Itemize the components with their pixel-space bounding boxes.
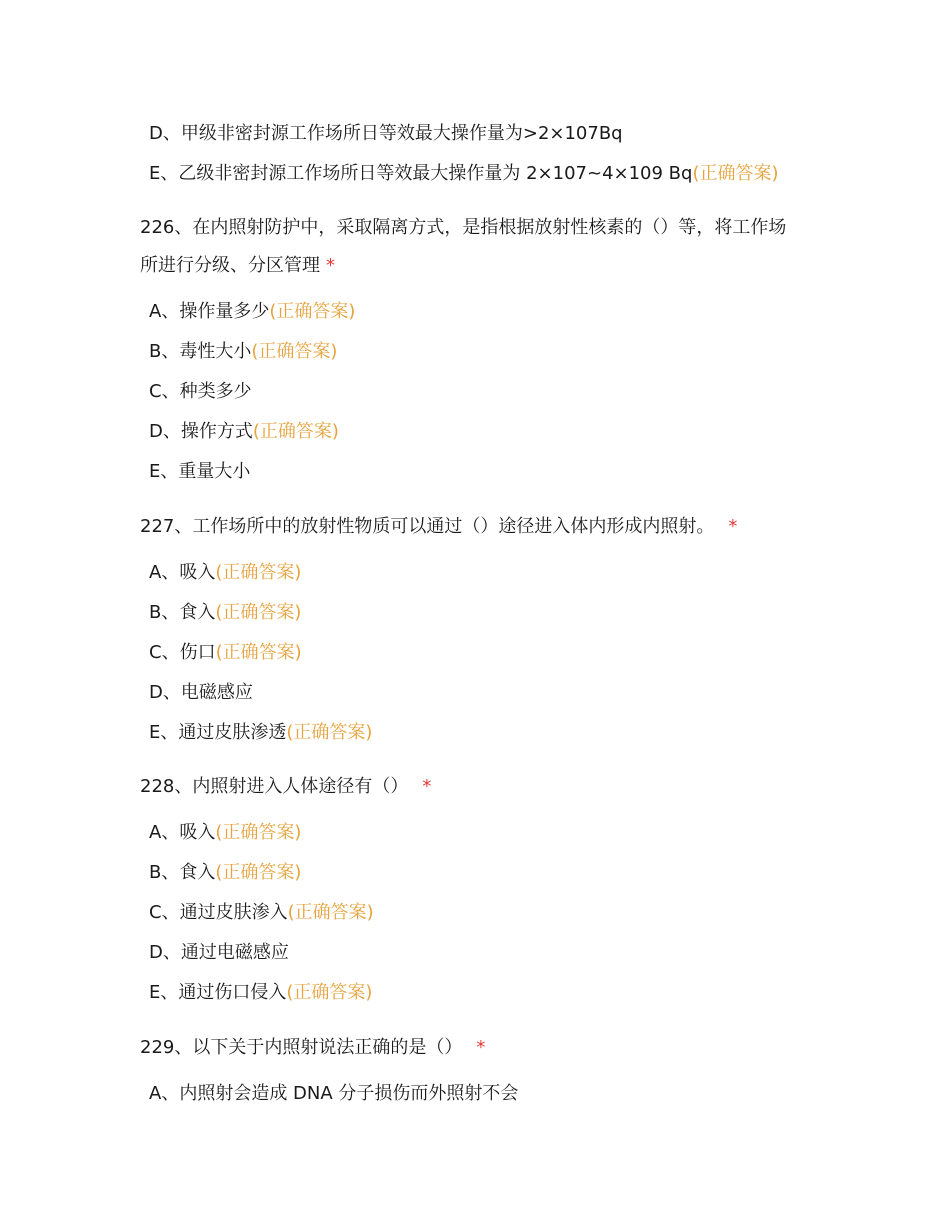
option-label: A、吸入 — [149, 562, 216, 583]
correct-answer-mark: (正确答案) — [215, 642, 302, 663]
option-item — [149, 860, 301, 886]
option-label: D、操作方式 — [149, 421, 253, 442]
option-item — [149, 379, 252, 405]
option-item — [149, 161, 779, 187]
option-item — [149, 680, 253, 706]
option-label: D、通过电磁感应 — [149, 942, 289, 963]
option-label: C、通过皮肤渗入 — [149, 902, 288, 923]
question-title-line: 226、在内照射防护中，采取隔离方式，是指根据放射性核素的（）等，将工作场 — [140, 217, 787, 238]
option-item — [149, 1081, 518, 1107]
required-mark: * — [476, 1037, 486, 1058]
option-item — [149, 940, 289, 966]
correct-answer-mark: (正确答案) — [286, 982, 373, 1003]
option-label: B、毒性大小 — [149, 341, 252, 362]
correct-answer-mark: (正确答案) — [215, 602, 302, 623]
option-label: C、伤口 — [149, 642, 216, 663]
option-label: A、吸入 — [149, 822, 216, 843]
option-item — [149, 339, 337, 365]
correct-answer-mark: (正确答案) — [215, 562, 302, 583]
correct-answer-mark: (正确答案) — [287, 902, 374, 923]
correct-answer-mark: (正确答案) — [251, 341, 338, 362]
option-label: A、内照射会造成 DNA 分子损伤而外照射不会 — [149, 1083, 519, 1104]
option-item — [149, 600, 301, 626]
option-label: E、重量大小 — [149, 461, 251, 482]
option-item — [149, 720, 372, 746]
option-item — [149, 980, 372, 1006]
required-mark: * — [728, 516, 738, 537]
option-label: E、通过伤口侵入 — [149, 982, 287, 1003]
option-item — [149, 419, 339, 445]
option-label: A、操作量多少 — [149, 301, 270, 322]
option-item — [149, 820, 301, 846]
question-title-line: 228、内照射进入人体途径有（） — [140, 776, 409, 797]
option-label: B、食入 — [149, 602, 216, 623]
correct-answer-mark: (正确答案) — [252, 421, 339, 442]
option-item — [149, 459, 250, 485]
question-title-line: 所进行分级、分区管理 — [140, 255, 320, 276]
option-label: B、食入 — [149, 862, 216, 883]
required-mark: * — [326, 255, 335, 276]
correct-answer-mark: (正确答案) — [215, 862, 302, 883]
option-item — [149, 560, 301, 586]
option-label: D、电磁感应 — [149, 682, 253, 703]
option-item — [149, 900, 374, 926]
question-title — [140, 253, 335, 279]
question-title — [140, 774, 431, 800]
option-label: D、甲级非密封源工作场所日等效最大操作量为>2×107Bq — [149, 123, 623, 144]
option-item — [149, 640, 302, 666]
question-title — [140, 514, 737, 540]
question-title — [140, 215, 786, 241]
correct-answer-mark: (正确答案) — [692, 163, 779, 184]
option-item — [149, 299, 355, 325]
question-title-line: 229、以下关于内照射说法正确的是（） — [140, 1037, 463, 1058]
correct-answer-mark: (正确答案) — [286, 722, 373, 743]
question-title — [140, 1035, 485, 1061]
required-mark: * — [422, 776, 432, 797]
option-label: E、乙级非密封源工作场所日等效最大操作量为 2×107~4×109 Bq — [149, 163, 693, 184]
option-label: E、通过皮肤渗透 — [149, 722, 287, 743]
option-label: C、种类多少 — [149, 381, 252, 402]
question-title-line: 227、工作场所中的放射性物质可以通过（）途径进入体内形成内照射。 — [140, 516, 715, 537]
option-item — [149, 121, 623, 147]
correct-answer-mark: (正确答案) — [269, 301, 356, 322]
correct-answer-mark: (正确答案) — [215, 822, 302, 843]
